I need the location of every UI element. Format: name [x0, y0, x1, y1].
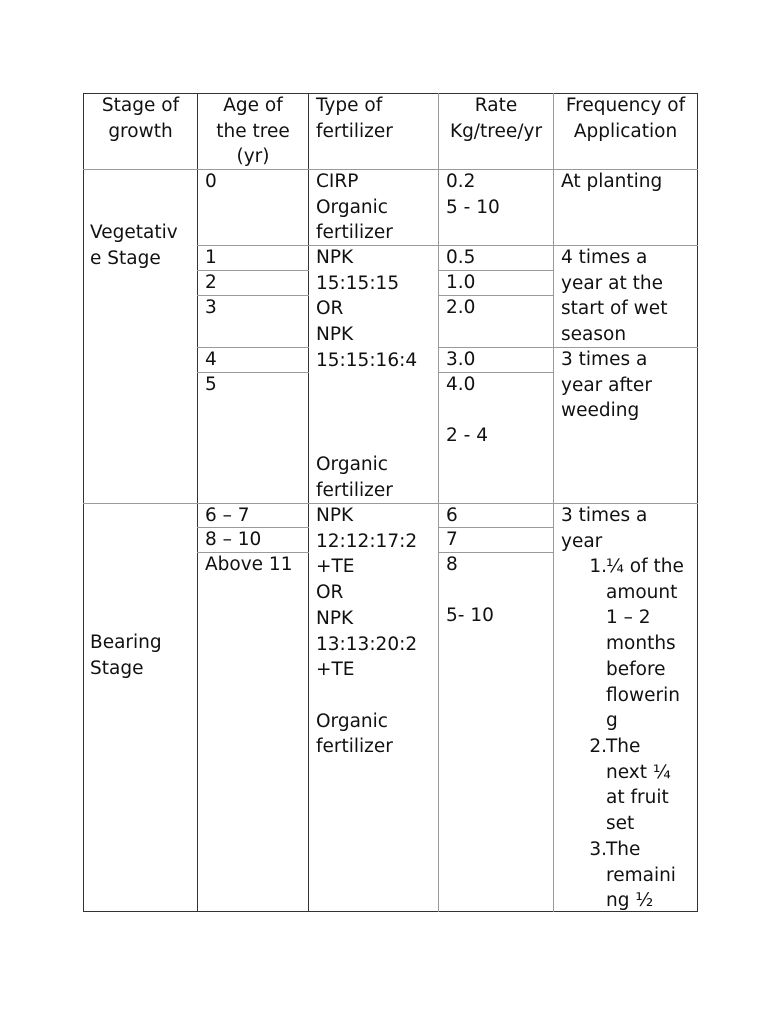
- freq-three-times-bearing: 3 times a year: [561, 505, 648, 552]
- header-type-of-fertilizer: Type of fertilizer: [316, 95, 393, 142]
- freq-three-times-weeding: 3 times a year after weeding: [561, 349, 652, 422]
- rate-cell: 0.2 5 - 10: [446, 171, 500, 218]
- list-item-text: The remaini ng ½: [606, 839, 676, 912]
- stage-vegetative: Vegetativ e Stage: [90, 222, 178, 269]
- rate-cell: 7: [446, 529, 458, 550]
- list-item-number: 1.: [589, 556, 607, 577]
- rate-cell: 2.0: [446, 297, 476, 318]
- rate-cell: 0.5: [446, 247, 476, 268]
- list-item-text: The next ¼ at fruit set: [606, 736, 671, 835]
- age-cell: 0: [205, 171, 217, 192]
- header-rate: Rate Kg/tree/yr: [449, 95, 543, 142]
- age-cell: 2: [205, 272, 217, 293]
- header-age-of-tree: Age of the tree (yr): [216, 95, 290, 168]
- rate-cell: 3.0: [446, 349, 476, 370]
- age-cell: 8 – 10: [205, 529, 262, 550]
- type-organic-vegetative: Organic fertilizer: [316, 454, 393, 501]
- rate-cell: 6: [446, 505, 458, 526]
- rate-cell: 8 5- 10: [446, 554, 494, 627]
- age-cell: 1: [205, 247, 217, 268]
- age-cell: 3: [205, 297, 217, 318]
- type-cirp: CIRP Organic fertilizer: [316, 171, 393, 244]
- list-item-text: ¼ of the amount 1 – 2 months before flowerin g: [606, 556, 684, 732]
- freq-four-times: 4 times a year at the start of wet season: [561, 247, 668, 346]
- age-cell: Above 11: [205, 554, 293, 575]
- list-item-number: 3.: [589, 839, 607, 860]
- age-cell: 4: [205, 349, 217, 370]
- age-cell: 5: [205, 374, 217, 395]
- header-stage-of-growth: Stage of growth: [101, 95, 180, 142]
- age-cell: 6 – 7: [205, 505, 250, 526]
- type-npk-bearing: NPK 12:12:17:2 +TE OR NPK 13:13:20:2 +TE Organic fertilizer: [316, 505, 418, 758]
- freq-at-planting: At planting: [561, 171, 663, 192]
- header-frequency: Frequency of Application: [565, 95, 686, 142]
- list-item-number: 2.: [589, 736, 607, 757]
- rate-cell: 1.0: [446, 272, 476, 293]
- rate-cell: 4.0 2 - 4: [446, 374, 488, 447]
- stage-bearing: Bearing Stage: [90, 632, 162, 679]
- type-npk-vegetative: NPK 15:15:15 OR NPK 15:15:16:4: [316, 247, 418, 371]
